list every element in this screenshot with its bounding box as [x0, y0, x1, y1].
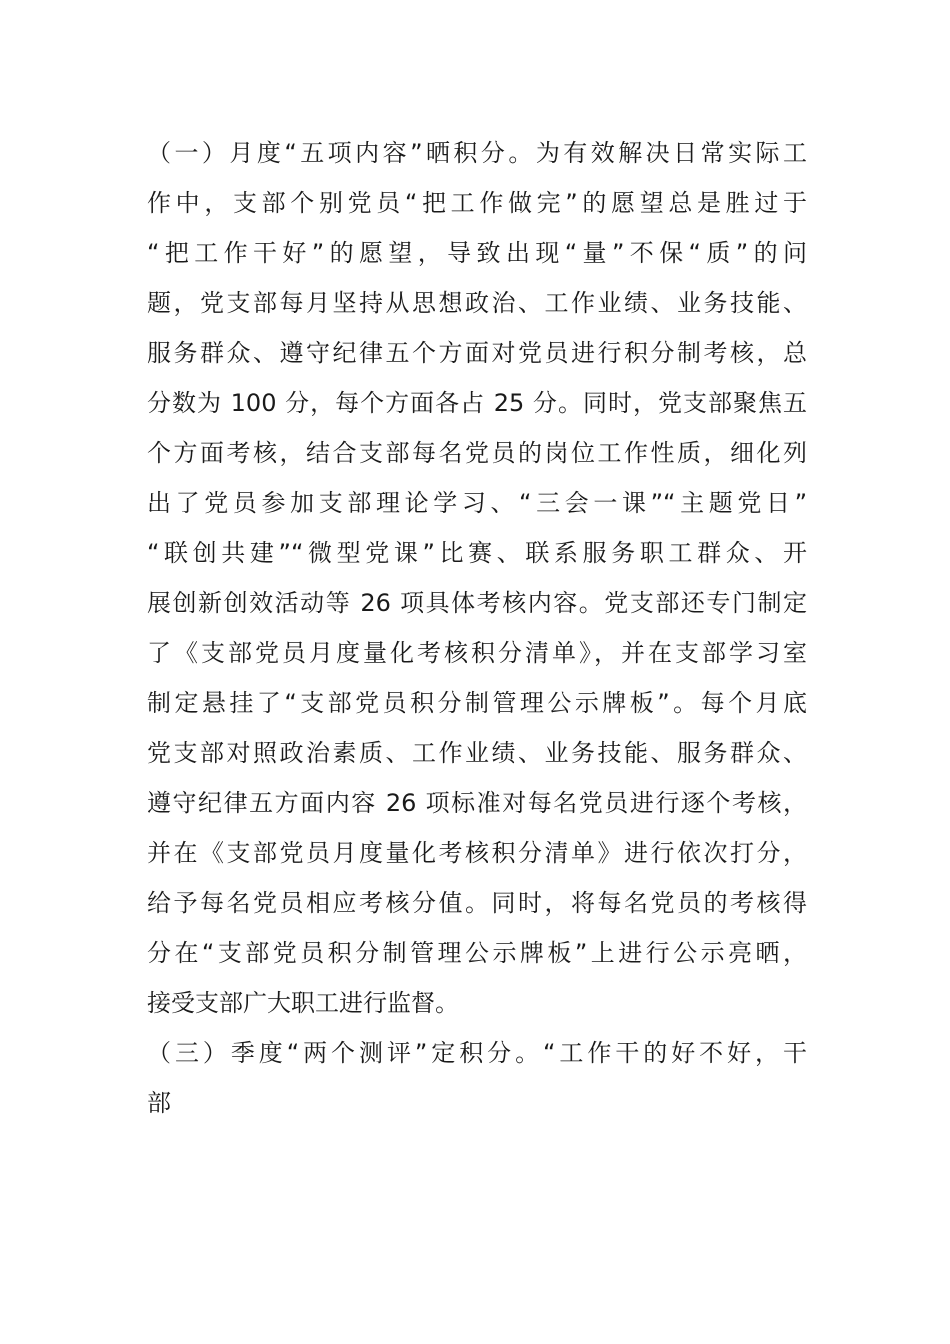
text-line: 给予每名党员相应考核分值。同时，将每名党员的考核得 — [147, 889, 807, 917]
text-line: 遵守纪律五方面内容 26 项标准对每名党员进行逐个考核， — [147, 789, 807, 817]
text-line: 个方面考核，结合支部每名党员的岗位工作性质，细化列 — [147, 439, 807, 467]
text-line: 部 — [147, 1089, 171, 1117]
text-line: 分在“支部党员积分制管理公示牌板”上进行公示亮晒， — [147, 939, 807, 967]
text-line: 服务群众、遵守纪律五个方面对党员进行积分制考核，总 — [147, 339, 807, 367]
text-line: 题，党支部每月坚持从思想政治、工作业绩、业务技能、 — [147, 289, 807, 317]
paragraph-monthly-points — [147, 128, 807, 1028]
text-line: （一）月度“五项内容”晒积分。为有效解决日常实际工 — [147, 139, 807, 167]
text-line: 出了党员参加支部理论学习、“三会一课”“主题党日” — [147, 489, 807, 517]
text-line: （三）季度“两个测评”定积分。“工作干的好不好，干 — [147, 1039, 807, 1067]
text-line: “联创共建”“微型党课”比赛、联系服务职工群众、开 — [147, 539, 807, 567]
text-line: 接受支部广大职工进行监督。 — [147, 989, 459, 1017]
text-line: 展创新创效活动等 26 项具体考核内容。党支部还专门制定 — [147, 589, 807, 617]
text-line: 作中，支部个别党员“把工作做完”的愿望总是胜过于 — [147, 189, 807, 217]
text-line: 了《支部党员月度量化考核积分清单》，并在支部学习室 — [147, 639, 807, 667]
text-line: “把工作干好”的愿望，导致出现“量”不保“质”的问 — [147, 239, 807, 267]
text-line: 制定悬挂了“支部党员积分制管理公示牌板”。每个月底 — [147, 689, 807, 717]
text-line: 分数为 100 分，每个方面各占 25 分。同时，党支部聚焦五 — [147, 389, 807, 417]
paragraph-quarterly-evaluation — [147, 1028, 807, 1128]
text-line: 党支部对照政治素质、工作业绩、业务技能、服务群众、 — [147, 739, 807, 767]
document-body — [147, 128, 807, 1128]
text-line: 并在《支部党员月度量化考核积分清单》进行依次打分， — [147, 839, 807, 867]
